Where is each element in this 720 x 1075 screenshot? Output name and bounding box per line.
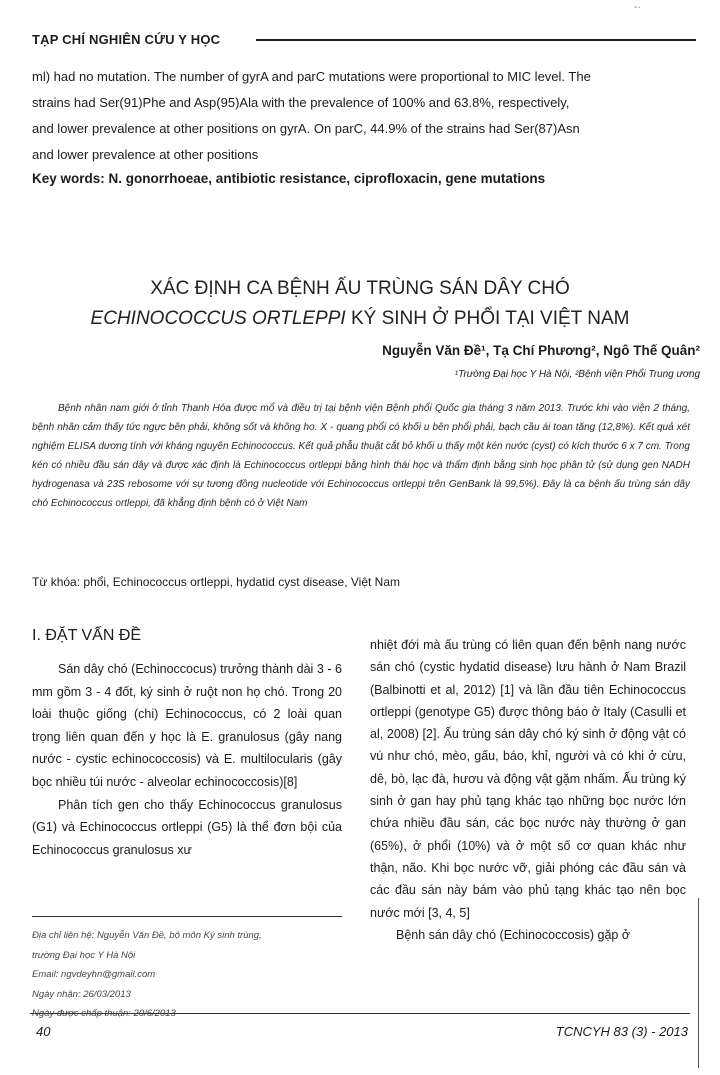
- right-column: [370, 634, 686, 946]
- article-title: [20, 274, 700, 334]
- correspondence-footnote: [32, 926, 350, 1024]
- corner-mark: -·: [634, 2, 641, 13]
- paragraph: Bệnh sán dây chó (Echinococcosis) gặp ở: [396, 927, 631, 942]
- footnote-rule: [32, 916, 342, 917]
- abstract-line: and lower prevalence at other positions: [32, 147, 259, 162]
- left-column: [32, 658, 342, 861]
- english-keywords: [32, 171, 694, 186]
- footnote-line: Email: ngvdeyhn@gmail.com: [32, 969, 156, 980]
- footnote-line: Ngày nhận: 26/03/2013: [32, 988, 131, 1000]
- journal-issue: TCNCYH 83 (3) - 2013: [555, 1024, 688, 1039]
- footnote-line: Địa chỉ liên hệ: Nguyễn Văn Đề, bộ môn Ký sinh trùng,: [32, 930, 262, 941]
- journal-header: TẠP CHÍ NGHIÊN CỨU Y HỌC: [32, 32, 221, 47]
- abstract-line: and lower prevalence at other positions on gyrA. On parC, 44.9% of the strains had Ser(87)Asn: [32, 121, 580, 136]
- affiliations: ¹Trường Đại học Y Hà Nội, ²Bệnh viện Phổi Trung ương: [454, 369, 700, 380]
- english-abstract: [32, 64, 694, 168]
- paragraph: Phân tích gen cho thấy Echinococcus granulosus (G1) và Echinococcus ortleppi (G5) là thể đơn bội của Echinococcus granulosus xư: [32, 797, 342, 857]
- vietnamese-abstract: Bệnh nhân nam giới ở tỉnh Thanh Hóa được mổ và điều trị tại bệnh viện Bệnh phổi Quốc gia tháng 3 năm 2013. Trước khi vào viện 2 tháng, bệnh nhân cảm thấy tức ngực bên phải, không sốt và không ho. X - quang phổi có khối u bên phổi phải, bạch cầu ái toan tăng (12,8%). Kết quả xét nghiệm ELISA dương tính với kháng nguyên Echinococcus. Kết quả phẫu thuật cắt bỏ khối u thấy một kén nước (cyst) có kích thước 6 x 7 cm. Trong kén có nhiều đầu sán dây và được xác định là Echinococcus ortleppi bằng hình thái học và thẩm định bằng sinh học phân tử (sử dụng gen NADH hydrogenasa và 23S rebosome với sự tương đồng nucleotide với Echinococcus ortleppi trên GenBank là 99,5%). Đây là ca bệnh ấu trùng sán dây chó Echinococcus ortleppi, đã khẳng định bệnh có ở Việt Nam: [32, 403, 690, 509]
- title-line-2: [20, 304, 700, 334]
- paragraph: Sán dây chó (Echinoccocus) trưởng thành dài 3 - 6 mm gồm 3 - 4 đốt, ký sinh ở ruột non họ chó. Trong 20 loài thuộc giống (chi) Echinococcus, có 2 loài quan trọng liên quan đến y học là E. granulosus (gây nang nước - cystic echinococcosis) và E. multilocularis (gây bọc nhiều túi nước - alveolar echinococcosis)[8]: [32, 662, 342, 789]
- page-number: 40: [36, 1024, 51, 1039]
- header-rule: [256, 39, 696, 41]
- margin-rule: [698, 898, 699, 1068]
- keywords-value: N. gonorrhoeae, antibiotic resistance, ciprofloxacin, gene mutations: [108, 171, 546, 186]
- vietnamese-keywords: [32, 575, 694, 589]
- keywords-value: phổi, Echinococcus ortleppi, hydatid cyst disease, Việt Nam: [83, 575, 401, 589]
- footnote-line: trường Đại học Y Hà Nội: [32, 949, 136, 961]
- title-rest: KÝ SINH Ở PHỔI TẠI VIỆT NAM: [345, 308, 630, 329]
- section-heading: I. ĐẶT VẤN ĐỀ: [32, 627, 142, 644]
- footer-rule: [30, 1013, 690, 1014]
- keywords-label: Key words:: [32, 171, 105, 186]
- authors: Nguyễn Văn Đề¹, Tạ Chí Phương², Ngô Thế Quân²: [382, 343, 700, 358]
- abstract-line: ml) had no mutation. The number of gyrA and parC mutations were proportional to MIC level. The: [32, 69, 591, 84]
- paragraph: nhiệt đới mà ấu trùng có liên quan đến bệnh nang nước sán chó (cystic hydatid disease) lưu hành ở Nam Brazil (Balbinotti et al, 2012) [1] và lần đầu tiên Echinococcus ortleppi (genotype G5) được thông báo ở Italy (Casulli et al, 2008) [2]. Ấu trùng sán dây chó ký sinh ở động vật có vú như chó, mèo, gấu, báo, khỉ, người và có khi ở cừu, dê, bò, lạc đà, hươu và động vật gặm nhấm. Ấu trùng ký sinh ở gan hay phủ tạng khác tạo những bọc nước lớn chứa nhiều đầu sán, các bọc nước này thường ở gan (65%), ở phổi (10%) và ở một số cơ quan khác như thận, não. Khi bọc nước vỡ, giải phóng các đầu sán và các đầu sán này bám vào phủ tạng khác tạo nên bọc nước mới [3, 4, 5]: [370, 638, 686, 920]
- abstract-line: strains had Ser(91)Phe and Asp(95)Ala with the prevalence of 100% and 63.8%, respectively,: [32, 95, 570, 110]
- title-line-1: XÁC ĐỊNH CA BỆNH ẤU TRÙNG SÁN DÂY CHÓ: [150, 278, 570, 299]
- title-species: ECHINOCOCCUS ORTLEPPI: [90, 308, 346, 329]
- keywords-label: Từ khóa:: [32, 575, 81, 589]
